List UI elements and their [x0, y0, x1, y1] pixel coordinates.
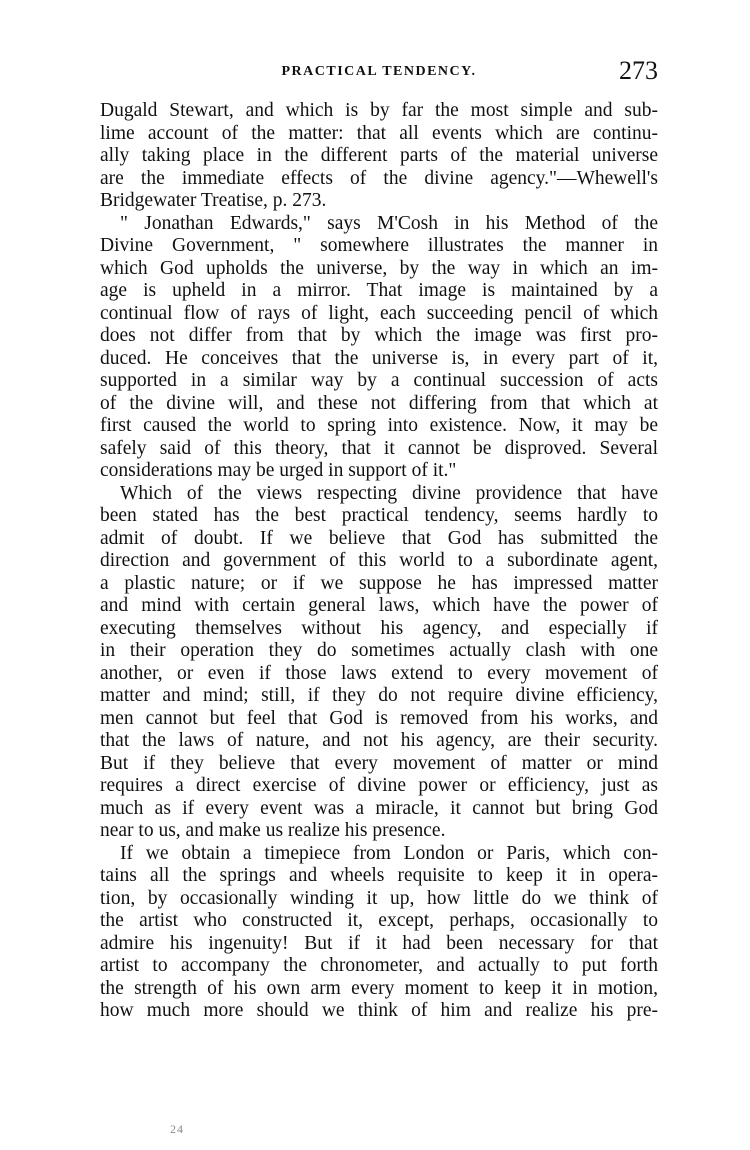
text-line: considerations may be urged in support of it." [100, 460, 457, 481]
text-line: But if they believe that every movement of matter or mind [100, 752, 658, 774]
text-line: the strength of his own arm every moment to keep it in motion, [100, 977, 658, 999]
text-line: tion, by occasionally winding it up, how little do we think of [100, 887, 658, 909]
text-line: " Jonathan Edwards," says M'Cosh in his Method of the [120, 212, 658, 234]
page-header [100, 56, 658, 86]
text-line: duced. He conceives that the universe is, in every part of it, [100, 347, 658, 369]
text-line: admire his ingenuity! But if it had been necessary for that [100, 932, 658, 954]
text-line: requires a direct exercise of divine power or efficiency, just as [100, 775, 658, 796]
text-line: ally taking place in the different parts of the material universe [100, 145, 658, 166]
text-line: how much more should we think of him and realize his pre- [100, 1000, 658, 1021]
page-number: 273 [619, 56, 658, 85]
text-line: supported in a similar way by a continual succession of acts [100, 370, 658, 391]
text-line: Bridgewater Treatise, p. 273. [100, 190, 327, 211]
text-line: men cannot but feel that God is removed from his works, and [100, 707, 658, 729]
text-line: are the immediate effects of the divine agency."—Whewell's [100, 167, 658, 189]
text-line: executing themselves without his agency, and especially if [100, 617, 658, 639]
text-line: Dugald Stewart, and which is by far the most simple and sub- [100, 100, 658, 121]
text-line: lime account of the matter: that all events which are continu- [100, 122, 658, 144]
running-head: PRACTICAL TENDENCY. [281, 64, 477, 79]
text-line: Which of the views respecting divine providence that have [120, 482, 658, 504]
text-line: been stated has the best practical tendency, seems hardly to [100, 505, 658, 526]
text-line: Divine Government, " somewhere illustrates the manner in [100, 235, 658, 256]
text-line: a plastic nature; or if we suppose he has impressed matter [100, 572, 658, 594]
text-line: near to us, and make us realize his presence. [100, 820, 446, 841]
signature-mark: 24 [170, 1122, 184, 1136]
text-line: the artist who constructed it, except, perhaps, occasionally to [100, 910, 658, 931]
text-line: in their operation they do sometimes actually clash with one [100, 640, 658, 661]
text-line: another, or even if those laws extend to every movement of [100, 662, 658, 684]
text-line: continual flow of rays of light, each succeeding pencil of which [100, 302, 658, 324]
text-line: and mind with certain general laws, which have the power of [100, 595, 658, 616]
text-line: matter and mind; still, if they do not require divine efficiency, [100, 685, 658, 706]
text-line: of the divine will, and these not differing from that which at [100, 392, 658, 414]
text-line: If we obtain a timepiece from London or Paris, which con- [120, 842, 658, 864]
text-line: that the laws of nature, and not his agency, are their security. [100, 730, 658, 751]
text-line: direction and government of this world to a subordinate agent, [100, 550, 658, 571]
text-line: much as if every event was a miracle, it cannot but bring God [100, 797, 658, 819]
text-line: age is upheld in a mirror. That image is maintained by a [100, 280, 658, 301]
text-line: first caused the world to spring into existence. Now, it may be [100, 415, 658, 436]
text-line: does not differ from that by which the image was first pro- [100, 325, 658, 346]
body-text [100, 100, 658, 1023]
text-line: admit of doubt. If we believe that God has submitted the [100, 527, 658, 549]
text-line: safely said of this theory, that it cannot be disproved. Several [100, 437, 658, 459]
text-line: tains all the springs and wheels requisite to keep it in opera- [100, 865, 658, 886]
text-line: which God upholds the universe, by the way in which an im- [100, 257, 658, 279]
text-line: artist to accompany the chronometer, and actually to put forth [100, 955, 658, 976]
